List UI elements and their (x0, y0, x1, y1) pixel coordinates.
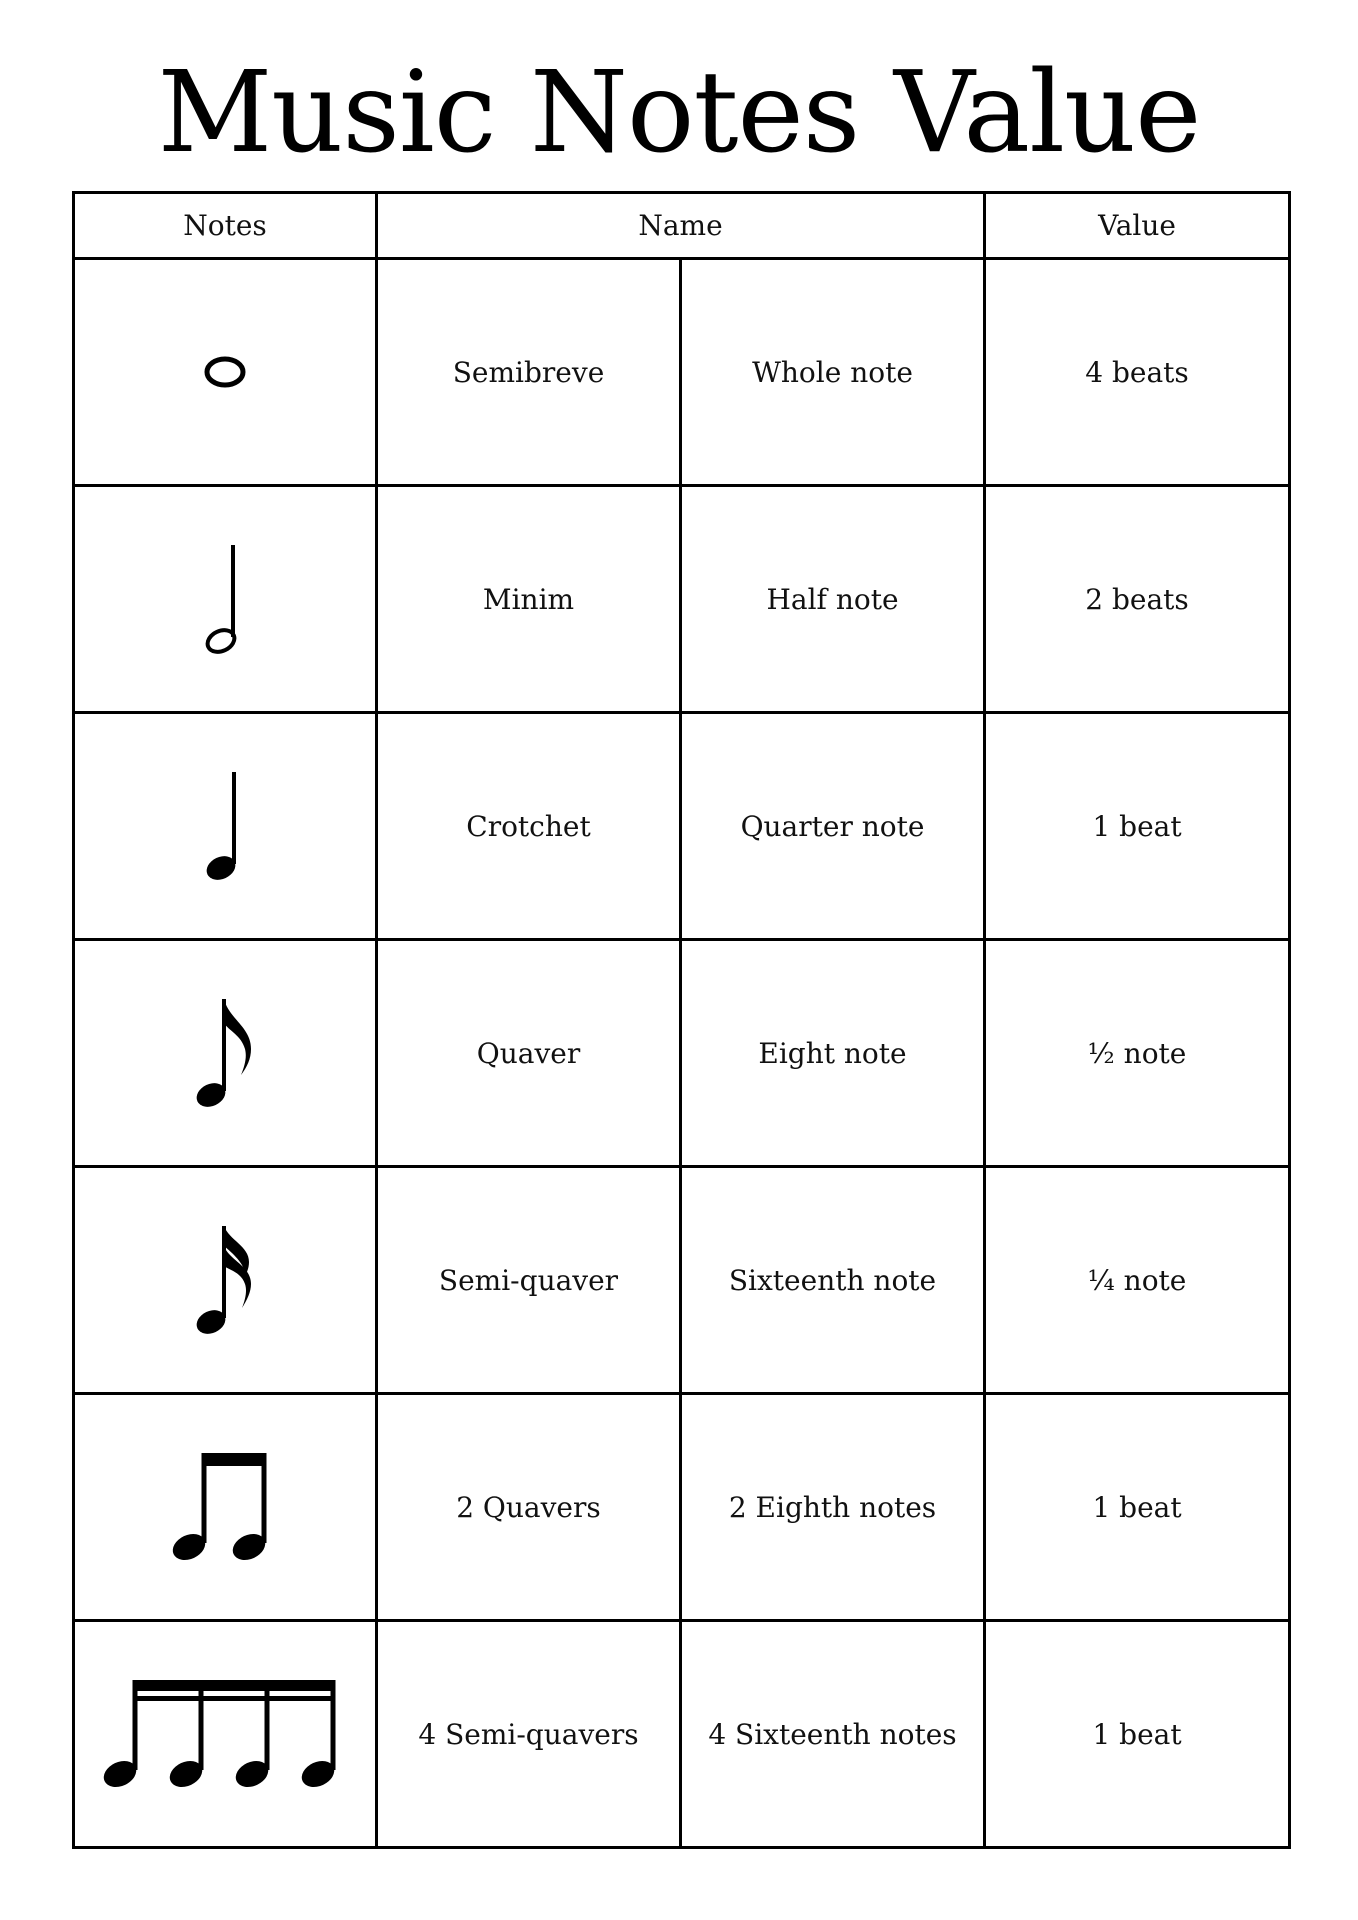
note-name-us: 2 Eighth notes (681, 1394, 985, 1621)
quarter-note-icon (195, 766, 255, 886)
note-symbol-cell (74, 259, 377, 486)
table-row (74, 713, 1290, 940)
note-name-uk: 4 Semi-quavers (377, 1621, 681, 1848)
table-row (74, 259, 1290, 486)
note-name-uk: Minim (377, 486, 681, 713)
note-symbol-cell (74, 940, 377, 1167)
note-value: 1 beat (985, 1621, 1290, 1848)
table-header-row (74, 193, 1290, 259)
note-name-uk: Crotchet (377, 713, 681, 940)
note-name-us: Eight note (681, 940, 985, 1167)
whole-note-icon (195, 352, 255, 392)
header-value: Value (985, 193, 1290, 259)
note-symbol-cell (74, 713, 377, 940)
note-symbol-cell (74, 1167, 377, 1394)
sixteenth-note-icon (185, 1220, 265, 1340)
note-name-us: Whole note (681, 259, 985, 486)
note-value: 1 beat (985, 713, 1290, 940)
header-name: Name (377, 193, 985, 259)
eighth-note-icon (185, 993, 265, 1113)
note-symbol-cell (74, 1394, 377, 1621)
header-notes: Notes (74, 193, 377, 259)
note-name-uk: Semi-quaver (377, 1167, 681, 1394)
note-name-us: Quarter note (681, 713, 985, 940)
note-name-uk: Quaver (377, 940, 681, 1167)
note-name-us: Sixteenth note (681, 1167, 985, 1394)
beamed-eighth-notes-icon (165, 1447, 285, 1567)
note-symbol-cell (74, 1621, 377, 1848)
note-value: ¹⁄₂ note (985, 940, 1290, 1167)
table-row (74, 1621, 1290, 1848)
beamed-sixteenth-notes-icon (100, 1674, 350, 1794)
note-value: ¹⁄₄ note (985, 1167, 1290, 1394)
note-value: 2 beats (985, 486, 1290, 713)
note-name-uk: Semibreve (377, 259, 681, 486)
note-symbol-cell (74, 486, 377, 713)
note-name-uk: 2 Quavers (377, 1394, 681, 1621)
half-note-icon (195, 539, 255, 659)
table-row (74, 940, 1290, 1167)
table-row (74, 1167, 1290, 1394)
table-row (74, 1394, 1290, 1621)
note-name-us: Half note (681, 486, 985, 713)
page-title: Music Notes Value (157, 48, 1201, 178)
note-value: 4 beats (985, 259, 1290, 486)
table-row (74, 486, 1290, 713)
note-name-us: 4 Sixteenth notes (681, 1621, 985, 1848)
note-value: 1 beat (985, 1394, 1290, 1621)
notes-value-table (72, 191, 1291, 1849)
